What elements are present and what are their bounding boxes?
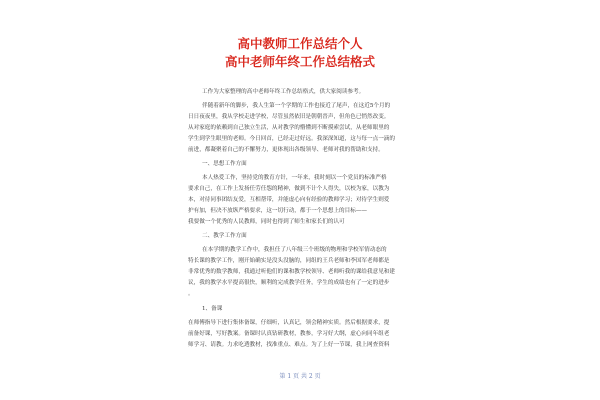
paragraph-line: 师学习、请教。力求吃透教材，找准重点、难点。为了上好一节课，我上网查资料 xyxy=(188,342,390,348)
subsection-heading-lesson-prep: 1、备课 xyxy=(202,306,223,312)
paragraph-line: 在本学期的教学工作中，我担任了八年级三个班级的物理和学校军情动态的 xyxy=(202,247,387,253)
page-footer: 第 1 页 共 2 页 xyxy=(279,373,321,380)
paragraph-line: 本，对待同事团结友爱，互相帮带，并能虚心向有经验的教师学习；对待学生则爱 xyxy=(188,197,390,203)
paragraph-line: 前进，都凝聚着自己的不懈努力，更体现出各级领导、老师对我的帮助和支持。 xyxy=(188,147,384,153)
section-heading-teaching: 二、教学工作方面 xyxy=(202,233,247,239)
document-title-line1: 高中教师工作总结个人 xyxy=(237,36,363,51)
paragraph-line: 议，我的教学水平提高很快，顺利的完成教学任务，学生的成绩也有了一定的进步 xyxy=(188,280,390,286)
paragraph-line: 本人热爱工作，坚持党的教育方针，一年来，我时刻以一个党员的标准严格 xyxy=(202,175,387,181)
paragraph-line: 在师傅指导下进行集体备课，仔细听，认真记，领会精神实质。然后根据要求，提 xyxy=(188,320,390,326)
paragraph-line: 护有加，但决不放纵严格要求，这一切行动，都于一个思想上的目标—— xyxy=(188,208,368,214)
intro-text: 工作为大家整理的高中老师年终工作总结格式，供大家阅读参考。 xyxy=(202,89,365,95)
section-heading-thought: 一、思想工作方面 xyxy=(202,161,247,167)
paragraph-line: 我要做一个优秀的人民教师，同时也得到了师生和家长们的认可 xyxy=(188,219,345,225)
paragraph-line: 从对家庭的依赖到自己独立生活，从对教学的懵懂到不断摸索尝试，从老师眼里的 xyxy=(188,125,390,131)
paragraph-line: 前备好课，写好教案。备课时认真钻研教材，教参，学习好大纲，虚心向同年组老 xyxy=(188,331,390,337)
paragraph-line: 日日夜夜里，我从学校走进学校，尽管虽然依旧是朝朝晋声，但角色已悄然改变。 xyxy=(188,114,390,120)
paragraph-line: 非常优秀的数学教师，我通过听他们的课和教学校领导、老师听我的课给我意见和建 xyxy=(188,269,395,275)
paragraph-line: 要求自己，在工作上发扬任劳任怨的精神，做到不计个人得失，以校为家，以教为 xyxy=(188,186,390,192)
paragraph-line: 。 xyxy=(188,291,194,297)
paragraph-line: 伴随着新年的脚步，我人生第一个学期的工作也接近了尾声，在这近5个月的 xyxy=(202,103,391,109)
document-title-line2: 高中老师年终工作总结格式 xyxy=(224,54,375,69)
paragraph-line: 学生到学生眼里的老师。今日回首，已经走过好远。我深深知道，这与每一点一滴的 xyxy=(188,136,395,142)
paragraph-line: 特长课的教学工作，刚开始确实是没头没脑的，同组的王兵老师和李国军老师都是 xyxy=(188,258,390,264)
